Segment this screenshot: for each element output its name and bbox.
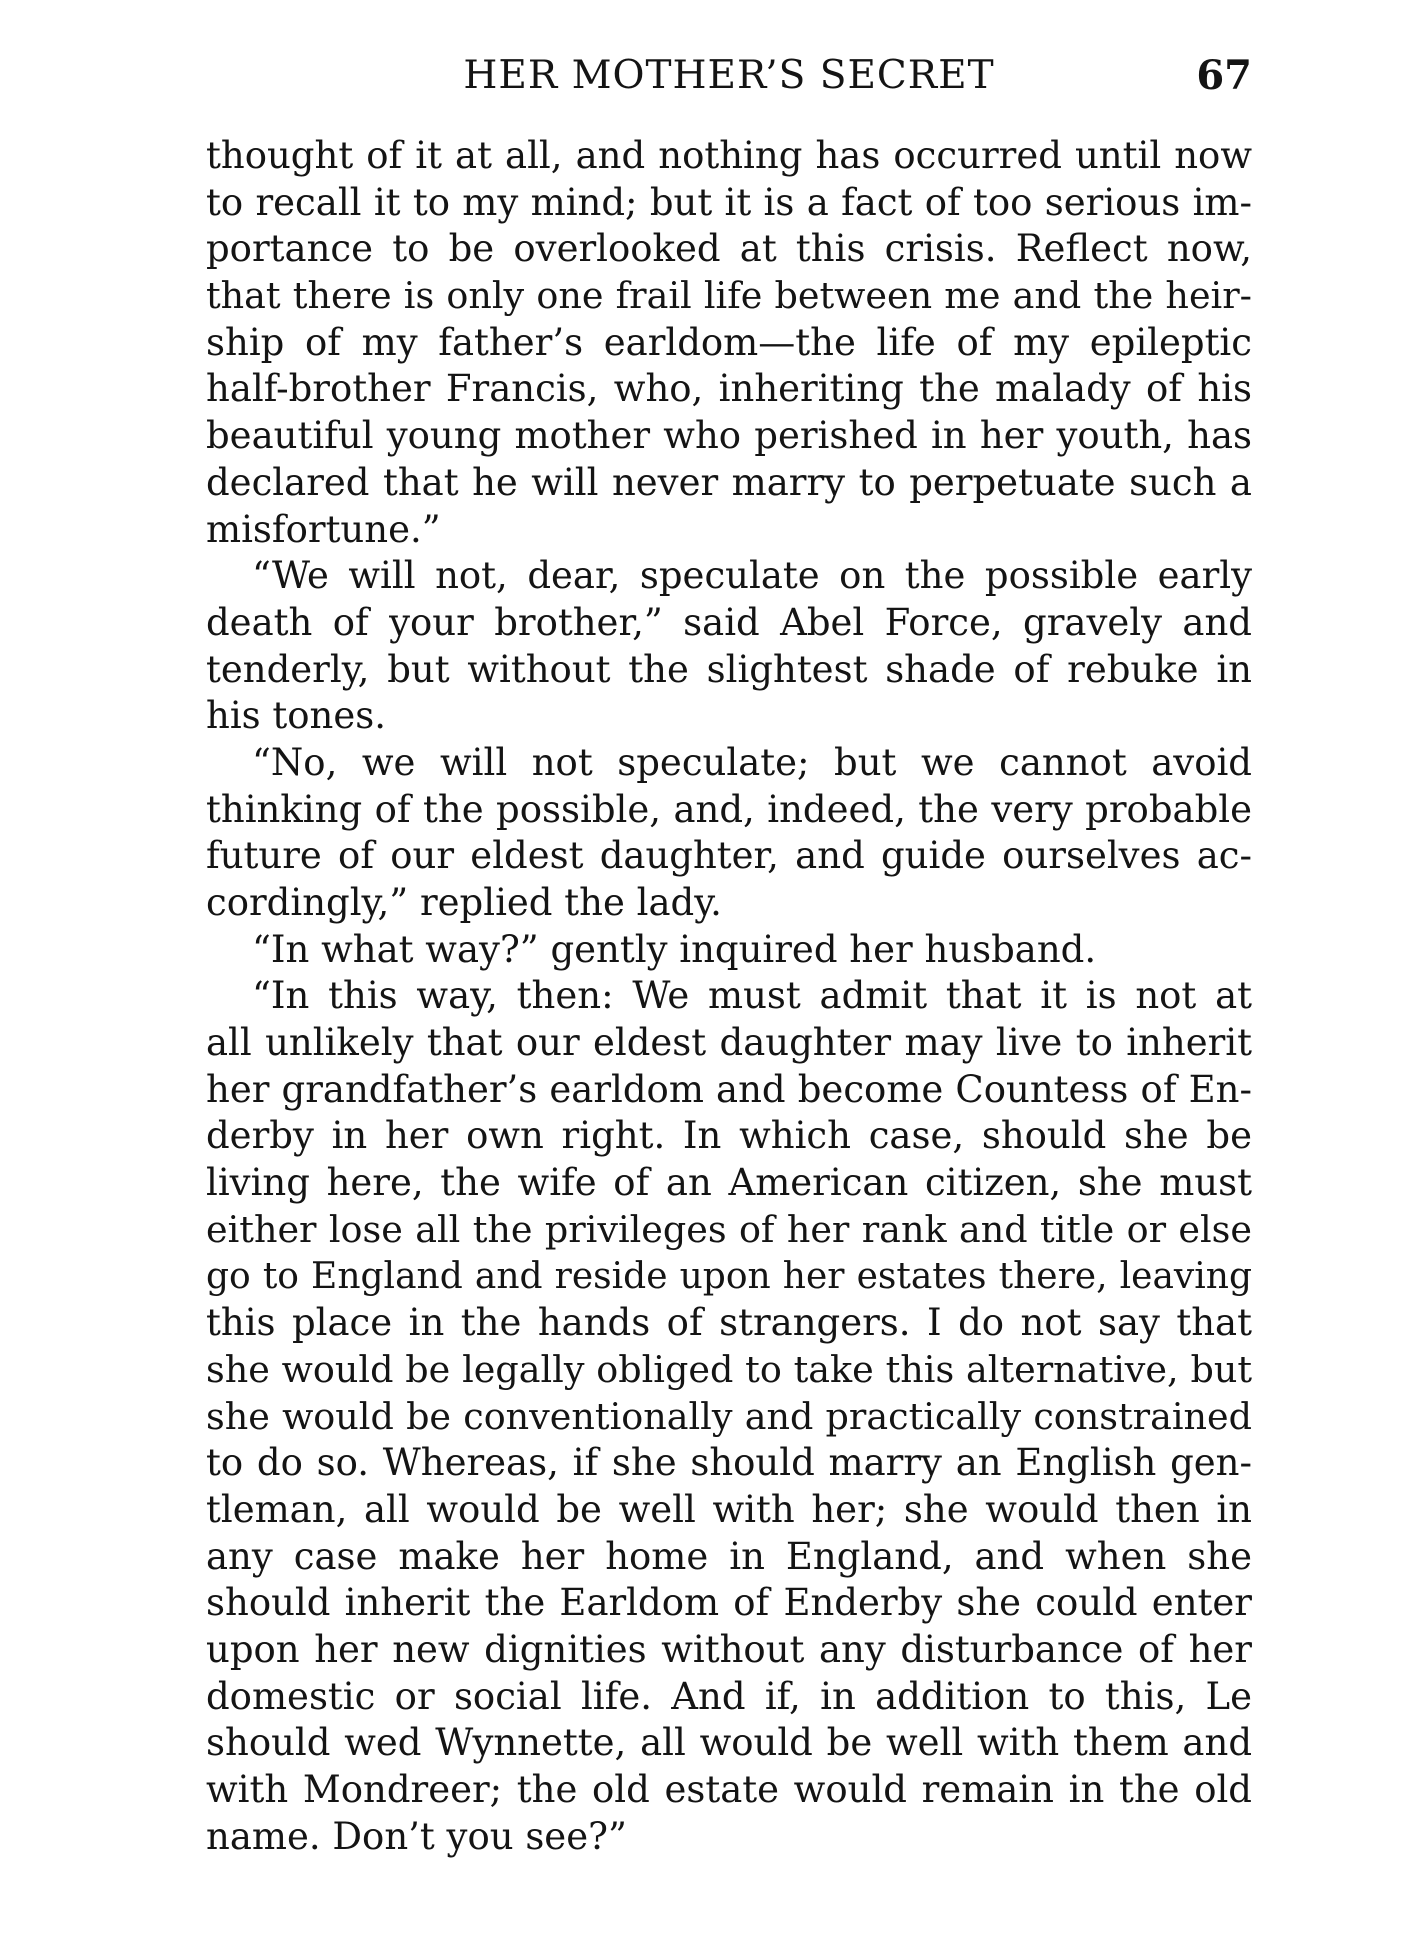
text-line: cordingly,” replied the lady. bbox=[206, 881, 722, 924]
text-line: thinking of the possible, and, indeed, the very probable bbox=[206, 787, 1252, 831]
text-line: ship of my father’s earldom—the life of my epileptic bbox=[206, 320, 1252, 364]
text-line: with Mondreer; the old estate would remain in the old bbox=[206, 1768, 1252, 1812]
text-line: thought of it at all, and nothing has occurred until now bbox=[206, 134, 1252, 177]
text-line: upon her new dignities without any disturbance of her bbox=[206, 1628, 1252, 1671]
text-line: her grandfather’s earldom and become Countess of En- bbox=[206, 1067, 1252, 1111]
text-line: derby in her own right. In which case, should she be bbox=[206, 1114, 1252, 1158]
text-line: “In this way, then: We must admit that it is not at bbox=[252, 974, 1252, 1018]
text-line: this place in the hands of strangers. I do not say that bbox=[206, 1301, 1252, 1345]
text-line: either lose all the privileges of her rank and title or else bbox=[206, 1207, 1252, 1251]
text-line: future of our eldest daughter, and guide ourselves ac- bbox=[206, 834, 1252, 878]
text-line: she would be conventionally and practically constrained bbox=[206, 1394, 1252, 1438]
text-line: declared that he will never marry to perpetuate such a bbox=[206, 460, 1252, 504]
text-line: to recall it to my mind; but it is a fact of too serious im- bbox=[206, 180, 1252, 224]
page-header bbox=[206, 46, 1252, 106]
text-line: portance to be overlooked at this crisis. Reflect now, bbox=[206, 227, 1252, 271]
text-line: should inherit the Earldom of Enderby she could enter bbox=[206, 1581, 1252, 1625]
text-line: all unlikely that our eldest daughter may live to inherit bbox=[206, 1021, 1252, 1065]
text-line: his tones. bbox=[206, 694, 387, 738]
text-line: domestic or social life. And if, in addition to this, Le bbox=[206, 1674, 1252, 1718]
running-head: HER MOTHER’S SECRET bbox=[463, 53, 995, 98]
page-number: 67 bbox=[1196, 52, 1252, 99]
text-line: tleman, all would be well with her; she would then in bbox=[206, 1487, 1252, 1531]
text-line: should wed Wynnette, all would be well with them and bbox=[206, 1721, 1252, 1765]
text-line: half-brother Francis, who, inheriting the malady of his bbox=[206, 367, 1252, 411]
text-line: death of your brother,” said Abel Force, gravely and bbox=[206, 600, 1252, 644]
text-line: tenderly, but without the slightest shade of rebuke in bbox=[206, 647, 1252, 691]
text-line: “In what way?” gently inquired her husband. bbox=[252, 927, 1097, 971]
text-line: that there is only one frail life between me and the heir- bbox=[206, 274, 1252, 318]
text-line: “No, we will not speculate; but we cannot avoid bbox=[252, 740, 1252, 784]
text-line: to do so. Whereas, if she should marry an English gen- bbox=[206, 1441, 1252, 1485]
text-line: living here, the wife of an American citizen, she must bbox=[206, 1161, 1252, 1205]
text-line: go to England and reside upon her estates there, leaving bbox=[206, 1255, 1252, 1297]
text-line: name. Don’t you see?” bbox=[206, 1814, 627, 1858]
text-line: any case make her home in England, and when she bbox=[206, 1534, 1252, 1578]
text-line: misfortune.” bbox=[206, 507, 441, 551]
text-line: she would be legally obliged to take this alternative, but bbox=[206, 1347, 1252, 1391]
text-line: beautiful young mother who perished in her youth, has bbox=[206, 414, 1252, 458]
body-text bbox=[206, 133, 1252, 1860]
text-line: “We will not, dear, speculate on the possible early bbox=[252, 554, 1252, 598]
